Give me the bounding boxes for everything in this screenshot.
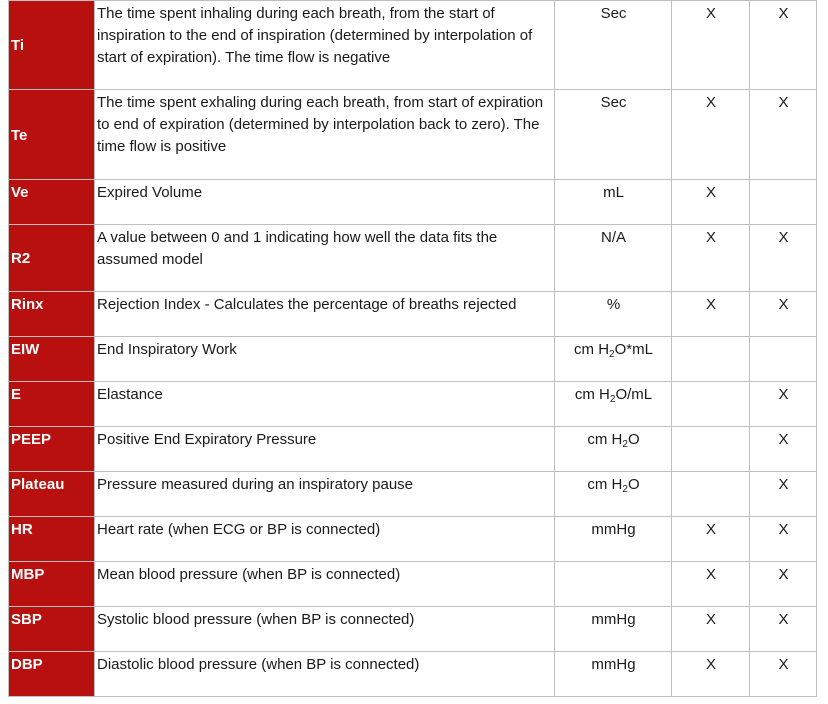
availability-mark-b: X [750,90,817,180]
parameter-unit: cm $H_2O$ [555,472,672,517]
table-row [9,180,817,225]
availability-mark-a: X [672,517,750,562]
table-row [9,382,817,427]
table-row [9,225,817,292]
parameter-unit: cm $H_2O*mL$ [555,337,672,382]
table-row [9,337,817,382]
availability-mark-b: X [750,517,817,562]
parameter-unit: Sec [555,1,672,90]
parameter-description: Mean blood pressure (when BP is connected) [95,562,555,607]
table-row [9,427,817,472]
availability-mark-b: X [750,652,817,697]
parameter-description: A value between 0 and 1 indicating how well the data fits the assumed model [95,225,555,292]
parameter-description: End Inspiratory Work [95,337,555,382]
availability-mark-b [750,337,817,382]
availability-mark-b: X [750,382,817,427]
parameter-unit: Sec [555,90,672,180]
parameter-abbreviation: SBP [9,607,95,652]
availability-mark-a [672,427,750,472]
parameter-abbreviation: R2 [9,225,95,292]
availability-mark-a [672,337,750,382]
parameter-abbreviation: HR [9,517,95,562]
table-row [9,1,817,90]
parameter-unit: mL [555,180,672,225]
parameter-abbreviation: EIW [9,337,95,382]
parameter-abbreviation: MBP [9,562,95,607]
availability-mark-a: X [672,225,750,292]
parameter-unit: mmHg [555,517,672,562]
parameter-unit [555,562,672,607]
parameter-description: Pressure measured during an inspiratory pause [95,472,555,517]
table-row [9,562,817,607]
availability-mark-a [672,382,750,427]
availability-mark-b: X [750,607,817,652]
parameters-table [8,0,817,697]
parameter-abbreviation: Rinx [9,292,95,337]
availability-mark-a: X [672,1,750,90]
table-row [9,90,817,180]
availability-mark-a: X [672,652,750,697]
parameter-unit: mmHg [555,607,672,652]
parameter-description: Positive End Expiratory Pressure [95,427,555,472]
availability-mark-a: X [672,607,750,652]
availability-mark-b: X [750,1,817,90]
parameter-unit: cm $H_2O$ [555,427,672,472]
availability-mark-b: X [750,225,817,292]
availability-mark-b [750,180,817,225]
parameter-description: The time spent inhaling during each breath, from the start of inspiration to the end of inspiration (determined by interpolation of start of expiration). The time flow is negative [95,1,555,90]
parameter-description: The time spent exhaling during each breath, from start of expiration to end of expiration (determined by interpolation back to zero). The time flow is positive [95,90,555,180]
parameter-abbreviation: DBP [9,652,95,697]
availability-mark-a: X [672,90,750,180]
table-row [9,292,817,337]
table-row [9,472,817,517]
availability-mark-b: X [750,427,817,472]
parameter-description: Rejection Index - Calculates the percentage of breaths rejected [95,292,555,337]
parameter-unit: cm $H_2O/mL$ [555,382,672,427]
parameter-abbreviation: E [9,382,95,427]
availability-mark-a [672,472,750,517]
parameter-description: Elastance [95,382,555,427]
parameter-unit: % [555,292,672,337]
parameter-abbreviation: PEEP [9,427,95,472]
table-row [9,607,817,652]
parameter-description: Systolic blood pressure (when BP is connected) [95,607,555,652]
availability-mark-b: X [750,562,817,607]
parameter-description: Expired Volume [95,180,555,225]
parameter-abbreviation: Ti [9,1,95,90]
availability-mark-b: X [750,292,817,337]
parameter-description: Diastolic blood pressure (when BP is connected) [95,652,555,697]
parameter-unit: mmHg [555,652,672,697]
availability-mark-b: X [750,472,817,517]
parameter-abbreviation: Te [9,90,95,180]
parameter-abbreviation: Ve [9,180,95,225]
availability-mark-a: X [672,562,750,607]
parameter-unit: N/A [555,225,672,292]
parameter-description: Heart rate (when ECG or BP is connected) [95,517,555,562]
table-row [9,652,817,697]
availability-mark-a: X [672,292,750,337]
table-row [9,517,817,562]
availability-mark-a: X [672,180,750,225]
parameter-abbreviation: Plateau [9,472,95,517]
